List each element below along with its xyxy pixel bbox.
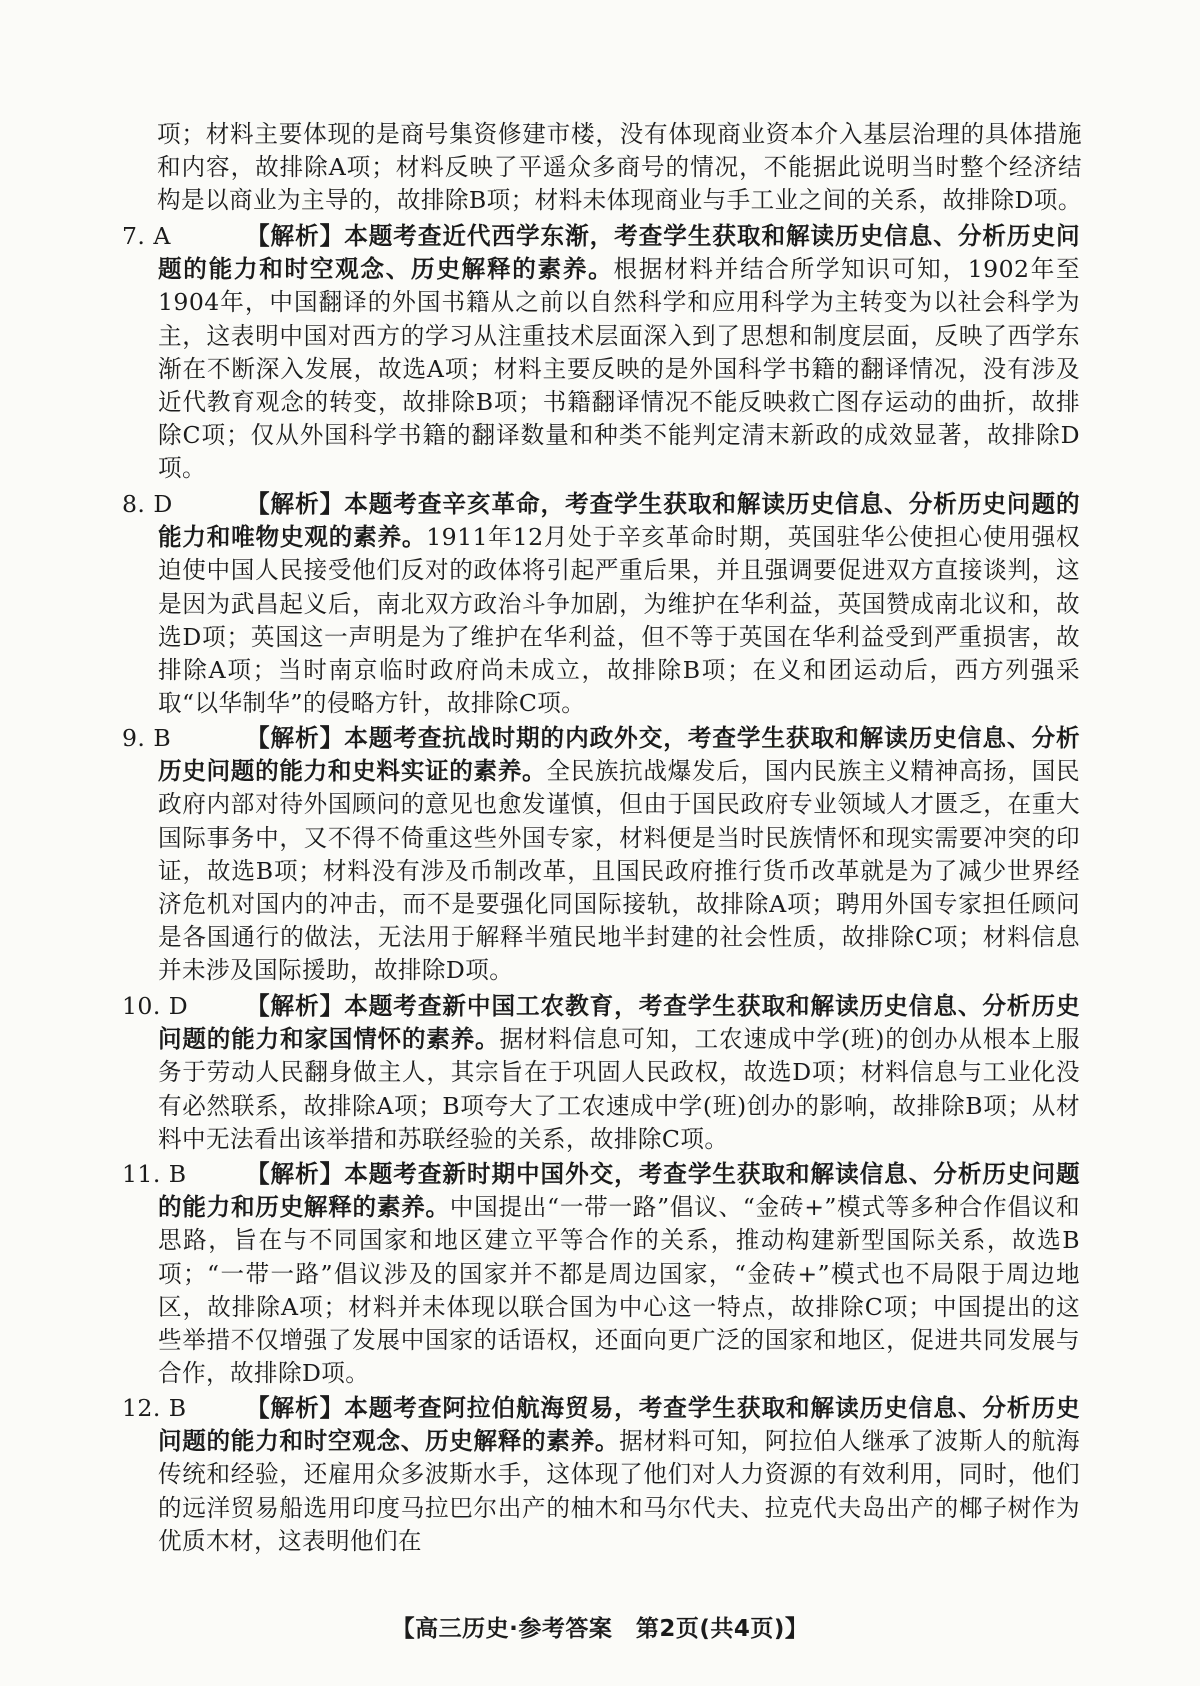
item-number: 9. B — [122, 724, 172, 752]
item-text — [122, 722, 1080, 988]
analysis-label: 【解析】 — [246, 1394, 345, 1422]
analysis-label: 【解析】 — [246, 992, 345, 1020]
item-number: 8. D — [122, 490, 173, 518]
item-number: 7. A — [122, 222, 171, 250]
item-summary: 本题考查新时期中国外交，考查学生获取和解读信息、分析历史问题的能力和历史解释的素养。 — [158, 1160, 1080, 1222]
analysis-label: 【解析】 — [246, 1160, 345, 1188]
item-body: 1911年12月处于辛亥革命时期，英国驻华公使担心使用强权迫使中国人民接受他们反对的政体将引起严重后果，并且强调要促进双方直接谈判，这是因为武昌起义后，南北双方政治斗争加剧，为维护在华利益，英国赞成南北议和，故选D项；英国这一声明是为了维护在华利益，但不等于英国在华利益受到严重损害，故排除A项；当时南京临时政府尚未成立，故排除B项；在义和团运动后，西方列强采取“以华制华”的侵略方针，故排除C项。 — [158, 523, 1080, 718]
item-summary: 本题考查抗战时期的内政外交，考查学生获取和解读历史信息、分析历史问题的能力和史料实证的素养。 — [158, 724, 1080, 786]
item-text — [122, 1158, 1080, 1390]
item-text — [122, 990, 1080, 1156]
item-text — [122, 1392, 1080, 1558]
answer-item-7 — [122, 220, 1080, 486]
item-number: 12. B — [122, 1394, 187, 1422]
item-body: 据材料可知，阿拉伯人继承了波斯人的航海传统和经验，还雇用众多波斯水手，这体现了他们对人力资源的有效利用，同时，他们的远洋贸易船选用印度马拉巴尔出产的柚木和马尔代夫、拉克代夫岛出产的椰子树作为优质木材，这表明他们在 — [158, 1427, 1080, 1555]
item-body: 中国提出“一带一路”倡议、“金砖+”模式等多种合作倡议和思路，旨在与不同国家和地区建立平等合作的关系，推动构建新型国际关系，故选B项；“一带一路”倡议涉及的国家并不都是周边国家，“金砖+”模式也不局限于周边地区，故排除A项；材料并未体现以联合国为中心这一特点，故排除C项；中国提出的这些举措不仅增强了发展中国家的话语权，还面向更广泛的国家和地区，促进共同发展与合作，故排除D项。 — [158, 1193, 1080, 1388]
analysis-label: 【解析】 — [246, 724, 345, 752]
analysis-label: 【解析】 — [246, 222, 345, 250]
item-summary: 本题考查辛亥革命，考查学生获取和解读历史信息、分析历史问题的能力和唯物史观的素养。 — [158, 490, 1080, 552]
answer-item-11 — [122, 1158, 1080, 1390]
item-body: 据材料信息可知，工农速成中学(班)的创办从根本上服务于劳动人民翻身做主人，其宗旨在于巩固人民政权，故选D项；材料信息与工业化没有必然联系，故排除A项；B项夸大了工农速成中学(班)创办的影响，故排除B项；从材料中无法看出该举措和苏联经验的关系，故排除C项。 — [158, 1025, 1080, 1153]
item-text — [122, 220, 1080, 486]
item-number: 11. B — [122, 1160, 187, 1188]
page-footer: 【高三历史·参考答案 第2页(共4页)】 — [391, 1616, 809, 1642]
item-text — [122, 488, 1080, 720]
item-body: 根据材料并结合所学知识可知，1902年至1904年，中国翻译的外国书籍从之前以自然科学和应用科学为主转变为以社会科学为主，这表明中国对西方的学习从注重技术层面深入到了思想和制度层面，反映了西学东渐在不断深入发展，故选A项；材料主要反映的是外国科学书籍的翻译情况，没有涉及近代教育观念的转变，故排除B项；书籍翻译情况不能反映救亡图存运动的曲折，故排除C项；仅从外国科学书籍的翻译数量和种类不能判定清末新政的成效显著，故排除D项。 — [158, 255, 1080, 483]
item-summary: 本题考查近代西学东渐，考查学生获取和解读历史信息、分析历史问题的能力和时空观念、历史解释的素养。 — [158, 222, 1080, 284]
answer-item-12 — [122, 1392, 1080, 1558]
intro-paragraph: 项；材料主要体现的是商号集资修建市楼，没有体现商业资本介入基层治理的具体措施和内容，故排除A项；材料反映了平遥众多商号的情况，不能据此说明当时整个经济结构是以商业为主导的，故排除B项；材料未体现商业与手工业之间的关系，故排除D项。 — [157, 120, 1082, 215]
answer-item-8 — [122, 488, 1080, 720]
answer-item-9 — [122, 722, 1080, 988]
item-number: 10. D — [122, 992, 189, 1020]
item-summary: 本题考查阿拉伯航海贸易，考查学生获取和解读历史信息、分析历史问题的能力和时空观念、历史解释的素养。 — [158, 1394, 1080, 1456]
item-body: 全民族抗战爆发后，国内民族主义精神高扬，国民政府内部对待外国顾问的意见也愈发谨慎，但由于国民政府专业领域人才匮乏，在重大国际事务中，又不得不倚重这些外国专家，材料便是当时民族情怀和现实需要冲突的印证，故选B项；材料没有涉及币制改革，且国民政府推行货币改革就是为了减少世界经济危机对国内的冲击，而不是要强化同国际接轨，故排除A项；聘用外国专家担任顾问是各国通行的做法，无法用于解释半殖民地半封建的社会性质，故排除C项；材料信息并未涉及国际援助，故排除D项。 — [158, 757, 1080, 985]
item-summary: 本题考查新中国工农教育，考查学生获取和解读历史信息、分析历史问题的能力和家国情怀的素养。 — [158, 992, 1080, 1054]
analysis-label: 【解析】 — [246, 490, 345, 518]
answer-item-10 — [122, 990, 1080, 1156]
